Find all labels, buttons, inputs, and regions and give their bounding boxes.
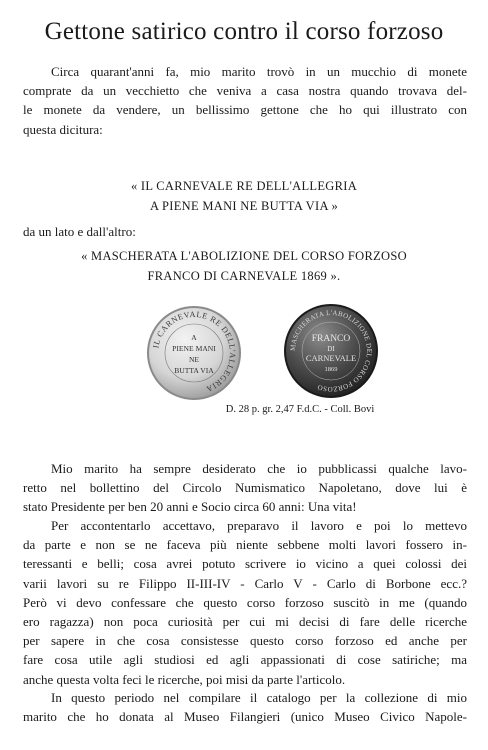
connector-line: da un lato e dall'altro:	[23, 224, 136, 239]
intro-line: le monete da vendere, un bellissimo gettone che ho qui illustrato con	[23, 102, 467, 118]
body-paragraph-1	[23, 459, 467, 517]
body-line: marito che ho donata al Museo Filangieri (unico Museo Civico Napole-	[23, 709, 467, 725]
body-paragraph-2	[23, 516, 467, 689]
intro-line: comprate da un vecchietto che veniva a casa nostra quando trovava del-	[23, 83, 467, 99]
token-obverse-image	[146, 305, 242, 401]
page-title: Gettone satirico contro il corso forzoso	[44, 18, 444, 45]
obverse-center-line: A	[191, 333, 197, 342]
body-line: teressanti e belli; cosa avrei potuto scrivere io vicino a quei colossi dei	[23, 556, 467, 572]
intro-paragraph	[23, 62, 467, 139]
body-line: ero ragazza) non poca curiosità per cui mi decisi di fare delle ricerche	[23, 614, 467, 630]
obverse-rim-text: IL CARNEVALE RE DELL'ALLEGRIA	[151, 309, 238, 394]
obverse-center-line: BUTTA VIA	[174, 366, 214, 375]
body-line: per sapere in che cosa consistesse questo corso forzoso ed anche per	[23, 633, 467, 649]
intro-line: Circa quarant'anni fa, mio marito trovò in un mucchio di monete	[51, 64, 467, 79]
body-line: Mio marito ha sempre desiderato che io pubblicassi qualche lavo-	[51, 461, 467, 476]
body-line: varii lavori su re Filippo II-III-IV - Carlo V - Carlo di Borbone ecc.?	[23, 575, 467, 591]
body-line: fare cosa utile agli studiosi ed agli appassionati di cose satiriche; ma	[23, 652, 467, 668]
token-reverse-image	[283, 303, 379, 399]
body-line: stato Presidente per ben 20 anni e Socio circa 60 anni: Una vita!	[23, 499, 357, 515]
body-paragraph-3	[23, 688, 467, 726]
body-line: retto nel bollettino del Circolo Numismatico Napoletano, dove lui è	[23, 480, 467, 496]
quote-line: FRANCO DI CARNEVALE 1869 ».	[147, 268, 341, 283]
body-line: anche questa volta feci le ricerche, poi misi da parte l'articolo.	[23, 671, 346, 687]
body-line: da parte e non se ne faceva più niente sebbene molti lavori fossero in-	[23, 537, 467, 553]
quote-line: « MASCHERATA L'ABOLIZIONE DEL CORSO FORZOSO	[81, 249, 407, 263]
image-caption: D. 28 p. gr. 2,47 F.d.C. - Coll. Bovi	[225, 404, 375, 415]
quote-line: A PIENE MANI NE BUTTA VIA »	[149, 198, 339, 213]
quote-line: « IL CARNEVALE RE DELL'ALLEGRIA	[130, 179, 358, 193]
reverse-center-line: 1869	[324, 366, 338, 373]
reverse-rim-text: MASCHERATA L'ABOLIZIONE DEL CORSO FORZOSO	[288, 308, 374, 394]
body-line: In questo periodo nel compilare il catalogo per la collezione di mio	[51, 690, 467, 705]
obverse-center-line: PIENE MANI	[172, 344, 216, 353]
connector-text	[23, 222, 467, 241]
inscription-quote-obverse	[0, 177, 488, 216]
obverse-center-line: NE	[188, 355, 200, 364]
body-line: Per accontentarlo accettavo, preparavo il lavoro e poi lo mettevo	[51, 518, 467, 533]
reverse-center-line: CARNEVALE	[305, 353, 357, 363]
body-line: Però vi devo confessare che questo corso forzoso suscitò in me (quando	[23, 594, 467, 610]
reverse-center-line: FRANCO	[311, 334, 351, 344]
intro-line: questa dicitura:	[23, 121, 103, 137]
reverse-center-line: DI	[327, 345, 335, 353]
inscription-quote-reverse	[0, 247, 488, 286]
